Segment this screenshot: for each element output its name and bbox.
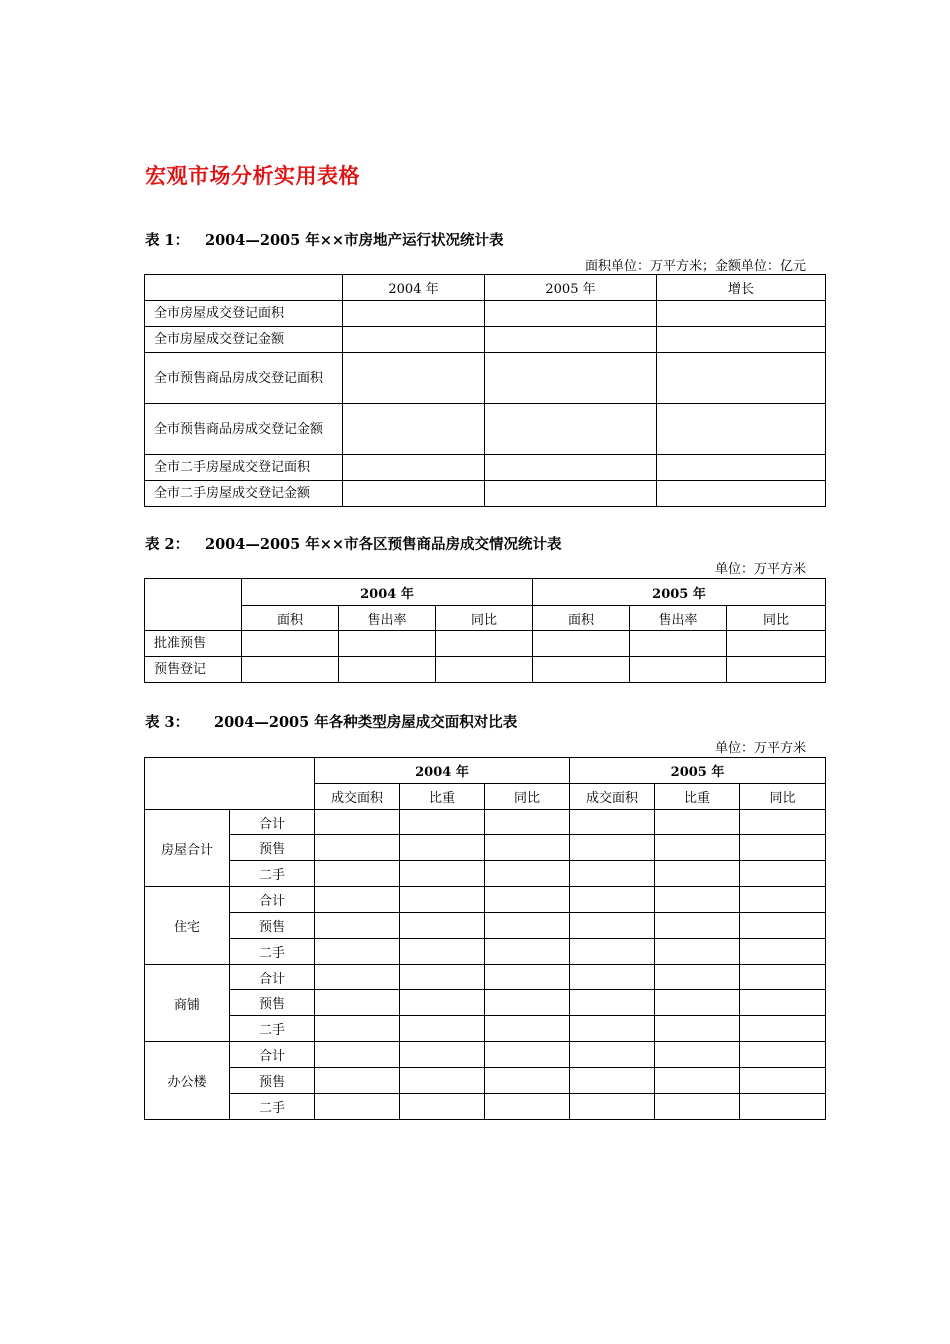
table3-cell (485, 913, 570, 939)
table3-cell (400, 887, 485, 913)
table3-year-2004: 2004 年 (315, 758, 570, 784)
table3-cell (570, 1042, 655, 1068)
table3-cell (740, 835, 826, 861)
table2-cell (630, 631, 727, 657)
table3-title: 2004—2005 年各种类型房屋成交面积对比表 (214, 714, 518, 731)
table3-cell (315, 835, 400, 861)
table1-row-label: 全市房屋成交登记面积 (145, 301, 343, 327)
table3-cell (485, 861, 570, 887)
table3-cell (570, 1094, 655, 1120)
table2-cell (242, 631, 339, 657)
table1-row-label: 全市二手房屋成交登记面积 (145, 455, 343, 481)
table2-cell (533, 657, 630, 683)
table2-cell (339, 657, 436, 683)
table3-group-label: 住宅 (145, 887, 230, 965)
table3-cell (400, 810, 485, 835)
table2-subheader: 面积 (533, 606, 630, 631)
table3-item-label: 合计 (230, 810, 315, 835)
table3-corner-cell (145, 758, 315, 810)
page-title: 宏观市场分析实用表格 (145, 164, 360, 188)
table3-cell (315, 990, 400, 1016)
table2-cell (339, 631, 436, 657)
table3-cell (740, 965, 826, 990)
table3-cell (655, 835, 740, 861)
table3-cell (655, 939, 740, 965)
table3-cell (655, 1016, 740, 1042)
table2-subheader: 售出率 (339, 606, 436, 631)
table3-subheader: 同比 (485, 784, 570, 810)
table3-cell (400, 1016, 485, 1042)
table2-cell (630, 657, 727, 683)
table1-corner-cell (145, 275, 343, 301)
table3-cell (485, 1094, 570, 1120)
table3-cell (570, 990, 655, 1016)
table3-cell (655, 1094, 740, 1120)
table3-cell (570, 939, 655, 965)
table3-cell (655, 1068, 740, 1094)
table1-cell (485, 301, 657, 327)
table3-cell (740, 990, 826, 1016)
table3-label: 表 3： (145, 714, 190, 731)
table2-caption (145, 533, 562, 554)
table3-cell (655, 965, 740, 990)
table3-cell (740, 1068, 826, 1094)
table1-cell (657, 455, 826, 481)
table1-cell (343, 481, 485, 507)
table3-cell (315, 1094, 400, 1120)
table3-cell (315, 1016, 400, 1042)
table2-cell (533, 631, 630, 657)
table1-header-2005: 2005 年 (485, 275, 657, 301)
table3-cell (570, 887, 655, 913)
table3-cell (400, 913, 485, 939)
table2 (144, 578, 826, 683)
table2-subheader: 售出率 (630, 606, 727, 631)
table3-cell (485, 887, 570, 913)
table3-unit: 单位：万平方米 (714, 741, 806, 756)
table1-cell (343, 301, 485, 327)
table3-cell (740, 1016, 826, 1042)
table3-cell (400, 1094, 485, 1120)
table3-cell (400, 965, 485, 990)
table3-cell (655, 913, 740, 939)
table2-year-2004: 2004 年 (242, 579, 533, 606)
table3-cell (740, 939, 826, 965)
table2-unit: 单位：万平方米 (714, 562, 806, 577)
table3-item-label: 预售 (230, 990, 315, 1016)
table3-cell (655, 990, 740, 1016)
table3-group-label: 商铺 (145, 965, 230, 1042)
table3-caption (145, 711, 517, 732)
table1-cell (485, 481, 657, 507)
table3-cell (400, 939, 485, 965)
table3-cell (400, 990, 485, 1016)
table2-row-label: 预售登记 (145, 657, 242, 683)
table3-cell (485, 1068, 570, 1094)
table3-cell (740, 861, 826, 887)
table3-subheader: 比重 (655, 784, 740, 810)
table3-cell (400, 1068, 485, 1094)
table1-unit: 面积单位：万平方米；金额单位：亿元 (584, 259, 806, 274)
table3-item-label: 合计 (230, 1042, 315, 1068)
table3-item-label: 合计 (230, 965, 315, 990)
table1-header-2004: 2004 年 (343, 275, 485, 301)
table3-subheader: 比重 (400, 784, 485, 810)
table3-cell (655, 887, 740, 913)
table2-title: 2004—2005 年××市各区预售商品房成交情况统计表 (205, 536, 562, 553)
table1-cell (657, 404, 826, 455)
table3-subheader: 成交面积 (315, 784, 400, 810)
table3-item-label: 二手 (230, 1094, 315, 1120)
table2-subheader: 面积 (242, 606, 339, 631)
table3-cell (655, 861, 740, 887)
table3-cell (485, 835, 570, 861)
table1-cell (343, 455, 485, 481)
table3-cell (570, 965, 655, 990)
table2-corner-cell (145, 579, 242, 631)
table3-cell (740, 887, 826, 913)
table3-cell (655, 810, 740, 835)
table2-subheader: 同比 (436, 606, 533, 631)
table3-cell (400, 1042, 485, 1068)
table3-cell (315, 913, 400, 939)
table3-subheader: 同比 (740, 784, 826, 810)
table3-cell (570, 810, 655, 835)
table3-item-label: 预售 (230, 1068, 315, 1094)
table3-cell (315, 861, 400, 887)
table3-cell (740, 1094, 826, 1120)
table3-cell (485, 1042, 570, 1068)
table1-cell (343, 404, 485, 455)
table3-cell (740, 1042, 826, 1068)
table3-item-label: 二手 (230, 861, 315, 887)
table3-cell (315, 1042, 400, 1068)
table1-header-growth: 增长 (657, 275, 826, 301)
table3-group-label: 办公楼 (145, 1042, 230, 1120)
table1-label: 表 1： (145, 232, 190, 249)
table3-item-label: 合计 (230, 887, 315, 913)
table2-label: 表 2： (145, 536, 190, 553)
table3-cell (315, 810, 400, 835)
table3-item-label: 二手 (230, 939, 315, 965)
table3-cell (570, 861, 655, 887)
table2-year-2005: 2005 年 (533, 579, 826, 606)
table3-group-label: 房屋合计 (145, 810, 230, 887)
table1-cell (343, 327, 485, 353)
table1-cell (485, 327, 657, 353)
table3-cell (315, 939, 400, 965)
table1-cell (657, 481, 826, 507)
table1-caption (145, 229, 504, 250)
table3-cell (315, 965, 400, 990)
table1-title: 2004—2005 年××市房地产运行状况统计表 (205, 232, 504, 249)
table3-cell (740, 810, 826, 835)
table2-row-label: 批准预售 (145, 631, 242, 657)
table1-row-label: 全市预售商品房成交登记金额 (145, 404, 343, 455)
table1-cell (343, 353, 485, 404)
table3-cell (570, 835, 655, 861)
table3-cell (400, 861, 485, 887)
table1 (144, 274, 826, 507)
table3-item-label: 预售 (230, 835, 315, 861)
table3-year-2005: 2005 年 (570, 758, 826, 784)
table2-cell (727, 657, 826, 683)
table2-cell (436, 631, 533, 657)
table3-cell (485, 965, 570, 990)
table1-row-label: 全市二手房屋成交登记金额 (145, 481, 343, 507)
table3-cell (485, 810, 570, 835)
table2-cell (242, 657, 339, 683)
table1-row-label: 全市房屋成交登记金额 (145, 327, 343, 353)
table3-cell (655, 1042, 740, 1068)
table1-cell (657, 301, 826, 327)
table3-cell (485, 1016, 570, 1042)
table1-cell (485, 404, 657, 455)
table3-item-label: 预售 (230, 913, 315, 939)
table2-cell (727, 631, 826, 657)
table3-cell (570, 1016, 655, 1042)
table2-subheader: 同比 (727, 606, 826, 631)
table3-cell (485, 990, 570, 1016)
table1-cell (485, 455, 657, 481)
table1-cell (657, 327, 826, 353)
table1-cell (657, 353, 826, 404)
table1-row-label: 全市预售商品房成交登记面积 (145, 353, 343, 404)
table3-item-label: 二手 (230, 1016, 315, 1042)
table3-cell (315, 887, 400, 913)
table3-cell (400, 835, 485, 861)
table3-subheader: 成交面积 (570, 784, 655, 810)
table2-cell (436, 657, 533, 683)
table3-cell (485, 939, 570, 965)
table3-cell (570, 1068, 655, 1094)
table1-cell (485, 353, 657, 404)
table3-cell (315, 1068, 400, 1094)
table3-cell (740, 913, 826, 939)
table3-cell (570, 913, 655, 939)
table3 (144, 757, 826, 1120)
